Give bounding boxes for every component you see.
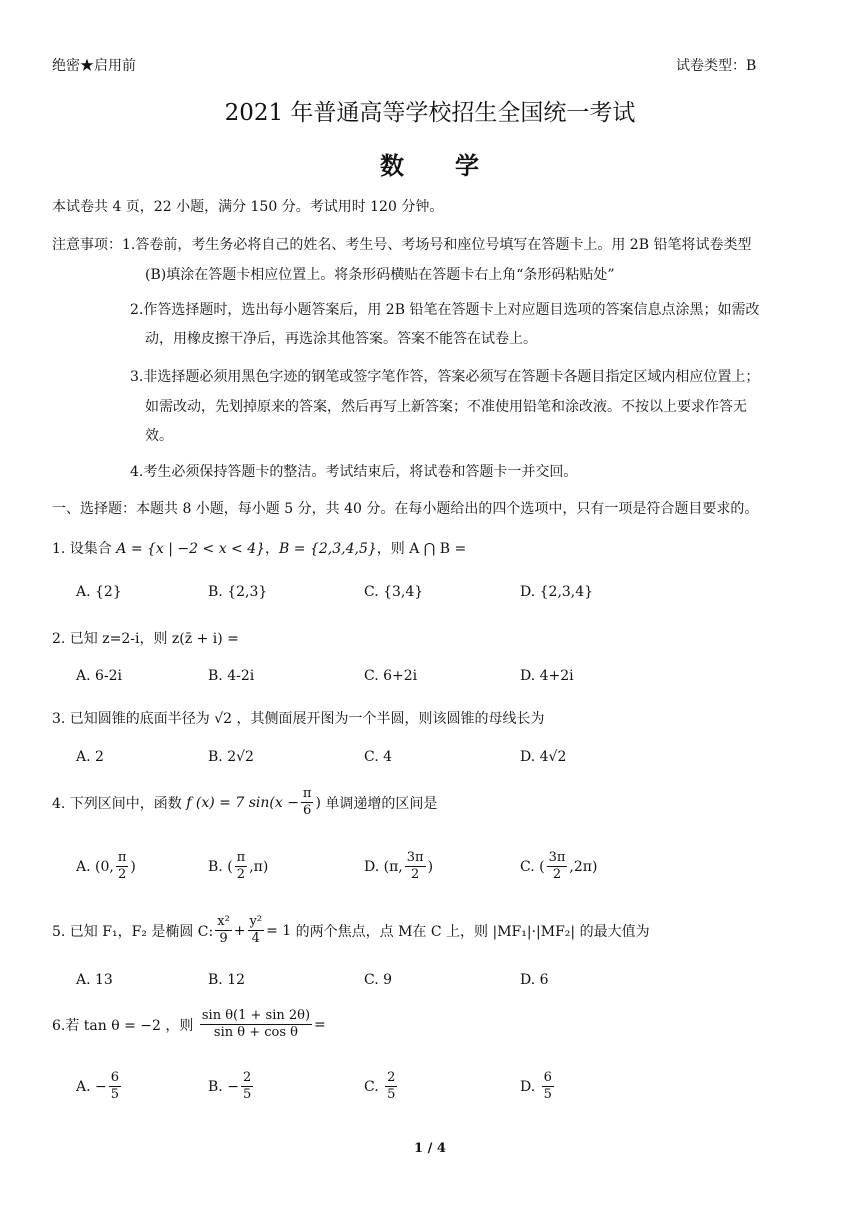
note-2-line-1: 2.作答选择题时，选出每小题答案后，用 2B 铅笔在答题卡上对应题目选项的答案信息点涂黑；如需改 bbox=[130, 302, 760, 318]
q3-option-d[interactable]: D. 4√2 bbox=[520, 749, 567, 765]
q5-eq: = 1 bbox=[266, 922, 292, 939]
q4-b-num: π bbox=[236, 850, 246, 865]
q4-d-post: ) bbox=[427, 858, 434, 875]
q4-option-d[interactable] bbox=[364, 850, 433, 883]
q4-b-label: B. bbox=[208, 858, 223, 875]
q6-option-d[interactable] bbox=[520, 1070, 556, 1103]
q6-option-b[interactable] bbox=[208, 1070, 255, 1103]
q6-a-frac bbox=[109, 1070, 121, 1103]
q1-separator: ， bbox=[265, 541, 280, 557]
q6-a-num: 6 bbox=[110, 1070, 120, 1085]
q5-x-num: x² bbox=[217, 914, 230, 929]
q2-option-a[interactable]: A. 6-2i bbox=[76, 668, 123, 684]
q6-num: sin θ(1 + sin 2θ) bbox=[201, 1008, 311, 1023]
q6-fraction bbox=[200, 1008, 312, 1041]
q6-d-frac bbox=[542, 1070, 554, 1103]
q5-x-den: 9 bbox=[219, 931, 228, 946]
section-1-heading: 一、选择题：本题共 8 小题，每小题 5 分，共 40 分。在每小题给出的四个选项中，只有一项是符合题目要求的。 bbox=[52, 501, 759, 517]
note-3-line-1: 3.非选择题必须用黑色字迹的钢笔或签字笔作答，答案必须写在答题卡各题目指定区域内相应位置上； bbox=[130, 369, 760, 385]
q5-plus: + bbox=[233, 922, 246, 939]
q1-set-a: A = {x | −2 < x < 4} bbox=[116, 541, 266, 557]
q6-a-sign: − bbox=[95, 1078, 107, 1095]
q4-d-pre: (π, bbox=[383, 858, 403, 875]
q6-b-num: 2 bbox=[242, 1070, 252, 1085]
note-3-line-2: 如需改动，先划掉原来的答案，然后再写上新答案；不准使用铅笔和涂改液。不按以上要求作答无 bbox=[145, 399, 747, 415]
q4-d-den: 2 bbox=[411, 867, 420, 882]
q4-c-num: 3π bbox=[548, 850, 566, 865]
q2-option-c[interactable]: C. 6+2i bbox=[364, 668, 418, 684]
q5-y-num: y² bbox=[249, 914, 263, 929]
q6-a-den: 5 bbox=[110, 1087, 120, 1102]
q1-suffix: ，则 A ⋂ B = bbox=[376, 541, 467, 557]
q1-option-c[interactable]: C. {3,4} bbox=[364, 584, 424, 600]
q3-option-a[interactable]: A. 2 bbox=[76, 749, 104, 765]
notes-label: 注意事项： bbox=[52, 237, 122, 253]
confidential-label: 绝密★启用前 bbox=[52, 58, 136, 74]
q4-suffix: 单调递增的区间是 bbox=[325, 795, 438, 812]
q4-option-b[interactable] bbox=[208, 850, 268, 883]
q6-b-label: B. bbox=[208, 1078, 223, 1095]
q4-func-end: ) bbox=[315, 794, 321, 811]
q5-option-a[interactable]: A. 13 bbox=[76, 972, 113, 988]
q6-d-label: D. bbox=[520, 1078, 536, 1095]
q6-b-den: 5 bbox=[242, 1087, 252, 1102]
q6-c-frac bbox=[385, 1070, 397, 1103]
subject-title: 数 学 bbox=[380, 151, 480, 180]
q4-a-num: π bbox=[117, 850, 127, 865]
q4-function: f (x) = 7 sin(x − bbox=[186, 794, 299, 811]
q4-frac-den: 6 bbox=[303, 803, 312, 818]
note-4-line-1: 4.考生必须保持答题卡的整洁。考试结束后，将试卷和答题卡一并交回。 bbox=[130, 464, 578, 480]
note-1-line-1: 1.答卷前，考生务必将自己的姓名、考生号、考场号和座位号填写在答题卡上。用 2B 铅笔将试卷类型 bbox=[122, 237, 752, 253]
q4-c-den: 2 bbox=[552, 867, 562, 882]
q1-option-d[interactable]: D. {2,3,4} bbox=[520, 584, 594, 600]
q2-option-b[interactable]: B. 4-2i bbox=[208, 668, 255, 684]
q6-c-label: C. bbox=[364, 1078, 379, 1095]
q4-prefix: 4. 下列区间中，函数 bbox=[52, 795, 182, 812]
q1-option-a[interactable]: A. {2} bbox=[76, 584, 122, 600]
q4-a-post: ) bbox=[130, 858, 136, 875]
exam-title: 2021 年普通高等学校招生全国统一考试 bbox=[224, 100, 636, 126]
question-1 bbox=[52, 538, 466, 558]
question-3: 3. 已知圆锥的底面半径为 √2 ，其侧面展开图为一个半圆，则该圆锥的母线长为 bbox=[52, 711, 545, 727]
q4-d-num: 3π bbox=[406, 850, 424, 865]
q4-a-den: 2 bbox=[117, 867, 127, 882]
note-3-line-3: 效。 bbox=[145, 428, 173, 444]
q4-a-label: A. bbox=[76, 858, 91, 875]
q4-d-frac bbox=[405, 850, 426, 883]
q6-a-label: A. bbox=[76, 1078, 91, 1095]
q3-option-c[interactable]: C. 4 bbox=[364, 749, 393, 765]
q4-fraction bbox=[301, 786, 314, 819]
q6-c-den: 5 bbox=[387, 1087, 396, 1102]
q6-option-a[interactable] bbox=[76, 1070, 123, 1103]
q6-d-den: 5 bbox=[543, 1087, 552, 1102]
q5-frac-y bbox=[248, 914, 265, 947]
q5-frac-x bbox=[215, 914, 232, 947]
note-2-line-2: 动，用橡皮擦干净后，再选涂其他答案。答案不能答在试卷上。 bbox=[145, 331, 537, 347]
intro-text: 本试卷共 4 页，22 小题，满分 150 分。考试用时 120 分钟。 bbox=[52, 199, 444, 215]
q6-b-sign: − bbox=[227, 1078, 239, 1095]
q4-c-label: C. bbox=[520, 858, 535, 875]
q6-d-num: 6 bbox=[543, 1070, 552, 1085]
q5-option-b[interactable]: B. 12 bbox=[208, 972, 246, 988]
paper-type-label: 试卷类型：B bbox=[676, 58, 757, 74]
q6-prefix: 6.若 tan θ = −2 ，则 bbox=[52, 1017, 194, 1034]
q4-b-den: 2 bbox=[236, 867, 246, 882]
q4-b-post: ,π) bbox=[249, 858, 269, 875]
q5-option-c[interactable]: C. 9 bbox=[364, 972, 393, 988]
page-number: 1 / 4 bbox=[414, 1141, 446, 1156]
q4-d-label: D. bbox=[364, 858, 380, 875]
q4-option-a[interactable] bbox=[76, 850, 136, 883]
q4-b-frac bbox=[235, 850, 248, 883]
q4-option-c[interactable] bbox=[520, 850, 597, 883]
question-2: 2. 已知 z=2-i，则 z(z̄ + i) = bbox=[52, 631, 239, 647]
q4-c-pre: ( bbox=[539, 858, 545, 875]
q6-option-c[interactable] bbox=[364, 1070, 399, 1103]
q6-b-frac bbox=[241, 1070, 253, 1103]
q3-option-b[interactable]: B. 2√2 bbox=[208, 749, 254, 765]
q4-c-frac bbox=[547, 850, 568, 883]
q6-c-num: 2 bbox=[387, 1070, 396, 1085]
question-5 bbox=[52, 914, 650, 947]
question-4 bbox=[52, 786, 437, 819]
q1-option-b[interactable]: B. {2,3} bbox=[208, 584, 268, 600]
note-1-line-2: (B)填涂在答题卡相应位置上。将条形码横贴在答题卡右上角“条形码粘贴处” bbox=[145, 267, 615, 283]
q4-a-frac bbox=[116, 850, 129, 883]
q4-c-post: ,2π) bbox=[569, 858, 598, 875]
q5-suffix: 的两个焦点，点 M在 C 上，则 |MF₁|·|MF₂| 的最大值为 bbox=[295, 923, 650, 940]
question-6 bbox=[52, 1008, 326, 1041]
q5-option-d[interactable]: D. 6 bbox=[520, 972, 549, 988]
q4-frac-num: π bbox=[302, 786, 312, 801]
q1-prefix: 1. 设集合 bbox=[52, 541, 112, 557]
q4-b-pre: ( bbox=[227, 858, 233, 875]
q1-set-b: B = {2,3,4,5} bbox=[279, 541, 377, 557]
q6-den: sin θ + cos θ bbox=[213, 1025, 298, 1040]
q2-option-d[interactable]: D. 4+2i bbox=[520, 668, 574, 684]
q5-prefix: 5. 已知 F₁，F₂ 是椭圆 C: bbox=[52, 923, 214, 940]
q4-a-pre: (0, bbox=[95, 858, 114, 875]
q5-y-den: 4 bbox=[251, 931, 260, 946]
q6-eq: = bbox=[314, 1016, 326, 1033]
